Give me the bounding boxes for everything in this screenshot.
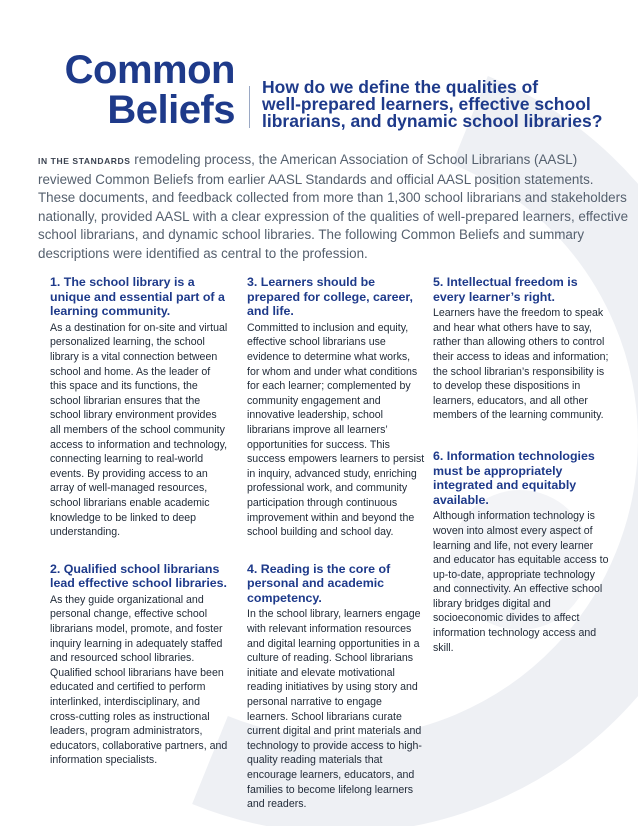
- intro-body: remodeling process, the American Association of School Librarians (AASL) reviewed Common Beliefs from earlier AASL Standards and official AASL position statements. These documents, and feedback collected from more than 1,300 school librarians and stakeholders nationally, provided AASL with a clear expression of the qualities of well-prepared learners, effective school librarians, and dynamic school libraries. The following Common Beliefs and summary descriptions were identified as central to the profession.: [38, 152, 629, 261]
- belief-1-heading: 1. The school library is a unique and essential part of a learning community.: [50, 275, 225, 319]
- column-2: [247, 275, 425, 834]
- title-line-2: Beliefs: [107, 88, 235, 132]
- belief-1-body: As a destination for on-site and virtual personalized learning, the school library is a vital connection between school and home. As the leader of this space and its functions, the school librarian ensures that the school library environment provides all members of the school community access to information and technology, connecting learning to real-world events. By providing access to an array of well-managed resources, school librarians enable academic knowledge to be linked to deep understanding.: [50, 321, 228, 539]
- intro-paragraph: [38, 151, 628, 263]
- belief-2: [50, 562, 228, 768]
- belief-6-body: Although information technology is woven into almost every aspect of learning and life, not every learner and educator has equitable access to up-to-date, appropriate technology and connectivity. An effective school library bridges digital and socioeconomic divides to affect information technology access and skill.: [433, 510, 609, 654]
- header-question: [262, 79, 632, 130]
- belief-1: [50, 275, 228, 540]
- belief-6: [433, 449, 611, 655]
- column-1: [50, 275, 228, 790]
- belief-4-body: In the school library, learners engage with relevant information resources and digital learning opportunities in a culture of reading. School librarians initiate and elevate motivational reading initiatives by using story and personal narrative to engage learners. School librarians curate current digital and print materials and technology to provide access to high-quality reading materials that encourage learners, educators, and families to become lifelong learners and readers.: [247, 608, 422, 811]
- page-title: [30, 50, 235, 130]
- question-line-3: librarians, and dynamic school libraries?: [262, 111, 603, 131]
- belief-6-heading: 6. Information technologies must be appropriately integrated and equitably available.: [433, 448, 595, 507]
- belief-3-heading: 3. Learners should be prepared for college, career, and life.: [247, 275, 413, 319]
- title-line-1: Common: [64, 48, 235, 92]
- belief-5-heading: 5. Intellectual freedom is every learner’s right.: [433, 275, 578, 304]
- header-divider: [249, 86, 250, 128]
- belief-4: [247, 562, 425, 812]
- intro-lead: IN THE STANDARDS: [38, 156, 131, 166]
- belief-2-heading: 2. Qualified school librarians lead effective school libraries.: [50, 561, 227, 591]
- question-line-2: well-prepared learners, effective school: [262, 94, 591, 114]
- belief-5-body: Learners have the freedom to speak and hear what others have to say, rather than allowing others to control their access to ideas and information; the school librarian’s responsibility is to develop these dispositions in learners, educators, and all other members of the learning community.: [433, 307, 609, 422]
- belief-3: [247, 275, 425, 540]
- belief-2-body: As they guide organizational and personal change, effective school librarians model, promote, and foster inquiry learning in adequately staffed and resourced school libraries. Qualified school librarians have been educated and certified to perform interlinked, interdisciplinary, and cross-cutting roles as instructional leaders, program administrators, educators, collaborative partners, and information specialists.: [50, 593, 228, 767]
- belief-5: [433, 275, 611, 423]
- question-line-1: How do we define the qualities of: [262, 77, 539, 97]
- belief-3-body: Committed to inclusion and equity, effective school librarians use evidence to determine what works, for whom and under what conditions for each learner; complemented by community engagement and innovative leadership, school librarians improve all learners’ opportunities for success. This success empowers learners to persist in inquiry, advanced study, enriching professional work, and community participation through continuous improvement within and beyond the school building and school day.: [247, 321, 425, 539]
- column-3: [433, 275, 611, 677]
- belief-4-heading: 4. Reading is the core of personal and academic competency.: [247, 561, 391, 605]
